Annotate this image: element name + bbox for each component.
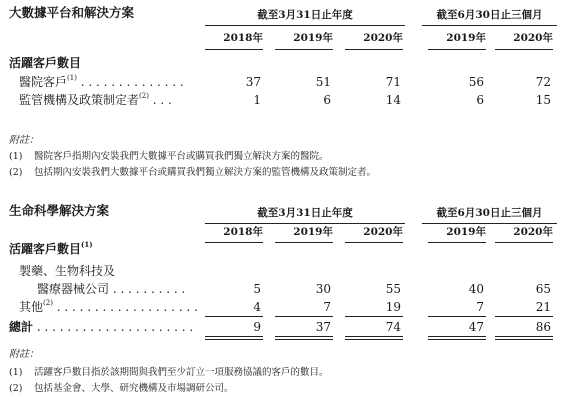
table1-year-rule-col2 (275, 49, 333, 50)
table1-year-col2: 2019年 (293, 32, 333, 44)
row-label-text: 醫療器械公司 (37, 282, 110, 296)
table2-row1-value-col4: 40 (468, 282, 484, 296)
table1-note-number: (2) (9, 167, 23, 178)
table1-note-text: 醫院客戶指期內安裝我們大數據平台或購買我們獨立解決方案的醫院。 (34, 151, 329, 162)
table2-header-rule-annual (205, 223, 405, 224)
table2-subtotal-rule-col4 (428, 316, 486, 317)
table2-note-text: 包括基金會、大學、研究機構及市場調研公司。 (34, 383, 234, 394)
table1-row1-value-col2: 51 (315, 75, 331, 89)
table2-total-col4: 47 (468, 320, 484, 334)
table2-row1-value-col5: 65 (535, 282, 551, 296)
table1-row2-value-col5: 15 (535, 93, 551, 107)
table2-note-number: (2) (9, 383, 23, 394)
table2-title: 生命科學解決方案 (9, 203, 110, 218)
table2-row2-value-col4: 7 (476, 300, 484, 314)
leader-dots: . . . (148, 93, 172, 107)
table2-row1-label-line2 (37, 283, 185, 295)
table2-row2-value-col2: 7 (323, 300, 331, 314)
table2-subtotal-rule-col1 (205, 316, 263, 317)
table2-total-double-rule-col4 (428, 339, 486, 340)
footnote-marker: (1) (81, 240, 93, 249)
table2-row2-value-col1: 4 (253, 300, 261, 314)
table1-year-rule-col4 (428, 49, 486, 50)
table2-header-rule-quarter (422, 223, 557, 224)
table1-period-header-quarter: 截至6月30日止三個月 (436, 9, 543, 21)
table2-year-col4: 2019年 (446, 226, 486, 238)
footnote-marker: (2) (139, 92, 149, 100)
table2-section-heading (9, 240, 93, 256)
table1-note-number: (1) (9, 151, 23, 162)
table1-notes-title: 附註： (9, 135, 39, 146)
row-label-text: 醫院客戶 (19, 75, 68, 89)
table2-row1-value-col1: 5 (253, 282, 261, 296)
row-label-text: 其他 (19, 300, 44, 314)
table1-header-rule-annual (205, 25, 405, 26)
table1-year-col4: 2019年 (446, 32, 486, 44)
table2-total-double-rule-col5 (495, 339, 553, 340)
table1-year-rule-col1 (205, 49, 263, 50)
table1-year-col5: 2020年 (513, 32, 553, 44)
table2-total-col5: 86 (535, 320, 551, 334)
table2-period-header-annual: 截至3月31日止年度 (257, 207, 353, 219)
table2-total-col1: 9 (253, 320, 261, 334)
table1-row-label (19, 94, 172, 106)
leader-dots: . . . . . . . . . . . . . . (76, 75, 184, 89)
footnote-marker: (2) (43, 299, 53, 307)
table2-year-rule-col1 (205, 242, 263, 243)
leader-dots: . . . . . . . . . . . . . . . . . . . (52, 300, 198, 314)
table2-year-rule-col3 (345, 242, 403, 243)
table2-year-rule-col2 (275, 242, 333, 243)
table1-note-text: 包括期內安裝我們大數據平台或購買我們獨立解決方案的監管機構及政策制定者。 (34, 167, 377, 178)
table2-notes-title: 附註： (9, 349, 39, 360)
table2-total-double-rule-col1 (205, 339, 263, 340)
table1-row-label (19, 76, 184, 88)
table1-row2-value-col4: 6 (476, 93, 484, 107)
table2-total-col3: 74 (385, 320, 401, 334)
table1-row1-value-col5: 72 (535, 75, 551, 89)
table2-row1-label-line1: 製藥、生物科技及 (19, 264, 116, 278)
table1-row1-value-col3: 71 (385, 75, 401, 89)
table2-note-text: 活躍客戶數目指於該期間與我們至少訂立一項服務協議的客戶的數目。 (34, 367, 329, 378)
table2-total-col2: 37 (315, 320, 331, 334)
table2-subtotal-rule-col2 (275, 316, 333, 317)
table2-year-rule-col4 (428, 242, 486, 243)
table2-total-double-rule-col2 (275, 339, 333, 340)
table2-row1-value-col2: 30 (315, 282, 331, 296)
table2-year-col5: 2020年 (513, 226, 553, 238)
table1-row1-value-col4: 56 (468, 75, 484, 89)
table1-title: 大數據平台和解決方案 (9, 5, 135, 20)
table2-total-double-rule-col2 (275, 336, 333, 337)
table2-total-double-rule-col4 (428, 336, 486, 337)
table2-subtotal-rule-col3 (345, 316, 403, 317)
table1-year-col1: 2018年 (223, 32, 263, 44)
table2-period-header-quarter: 截至6月30日止三個月 (436, 207, 543, 219)
table2-total-double-rule-col3 (345, 336, 403, 337)
table2-year-col2: 2019年 (293, 226, 333, 238)
leader-dots: . . . . . . . . . . . . . . . . . . . . . (33, 320, 194, 334)
table2-total-double-rule-col3 (345, 339, 403, 340)
table2-year-col1: 2018年 (223, 226, 263, 238)
footnote-marker: (1) (67, 74, 77, 82)
table1-row1-value-col1: 37 (245, 75, 261, 89)
table1-year-rule-col3 (345, 49, 403, 50)
table1-period-header-annual: 截至3月31日止年度 (257, 9, 353, 21)
table1-year-rule-col5 (495, 49, 553, 50)
table2-row2-label (19, 301, 198, 313)
table2-total-double-rule-col1 (205, 336, 263, 337)
table1-row2-value-col1: 1 (253, 93, 261, 107)
table2-total-label (9, 321, 193, 333)
row-label-text: 監管機構及政策制定者 (19, 93, 140, 107)
table2-year-col3: 2020年 (363, 226, 403, 238)
table1-row2-value-col3: 14 (385, 93, 401, 107)
section-heading-text: 活躍客戶數目 (9, 242, 82, 256)
table2-note-number: (1) (9, 367, 23, 378)
table2-row2-value-col3: 19 (385, 300, 401, 314)
table1-section-heading: 活躍客戶數目 (9, 56, 82, 70)
table2-row1-value-col3: 55 (385, 282, 401, 296)
table2-total-double-rule-col5 (495, 336, 553, 337)
table1-header-rule-quarter (422, 25, 557, 26)
total-label-text: 總計 (9, 320, 34, 334)
table1-row2-value-col2: 6 (323, 93, 331, 107)
leader-dots: . . . . . . . . . . (109, 282, 186, 296)
table2-subtotal-rule-col5 (495, 316, 553, 317)
table1-year-col3: 2020年 (363, 32, 403, 44)
table2-row2-value-col5: 21 (535, 300, 551, 314)
table2-year-rule-col5 (495, 242, 553, 243)
